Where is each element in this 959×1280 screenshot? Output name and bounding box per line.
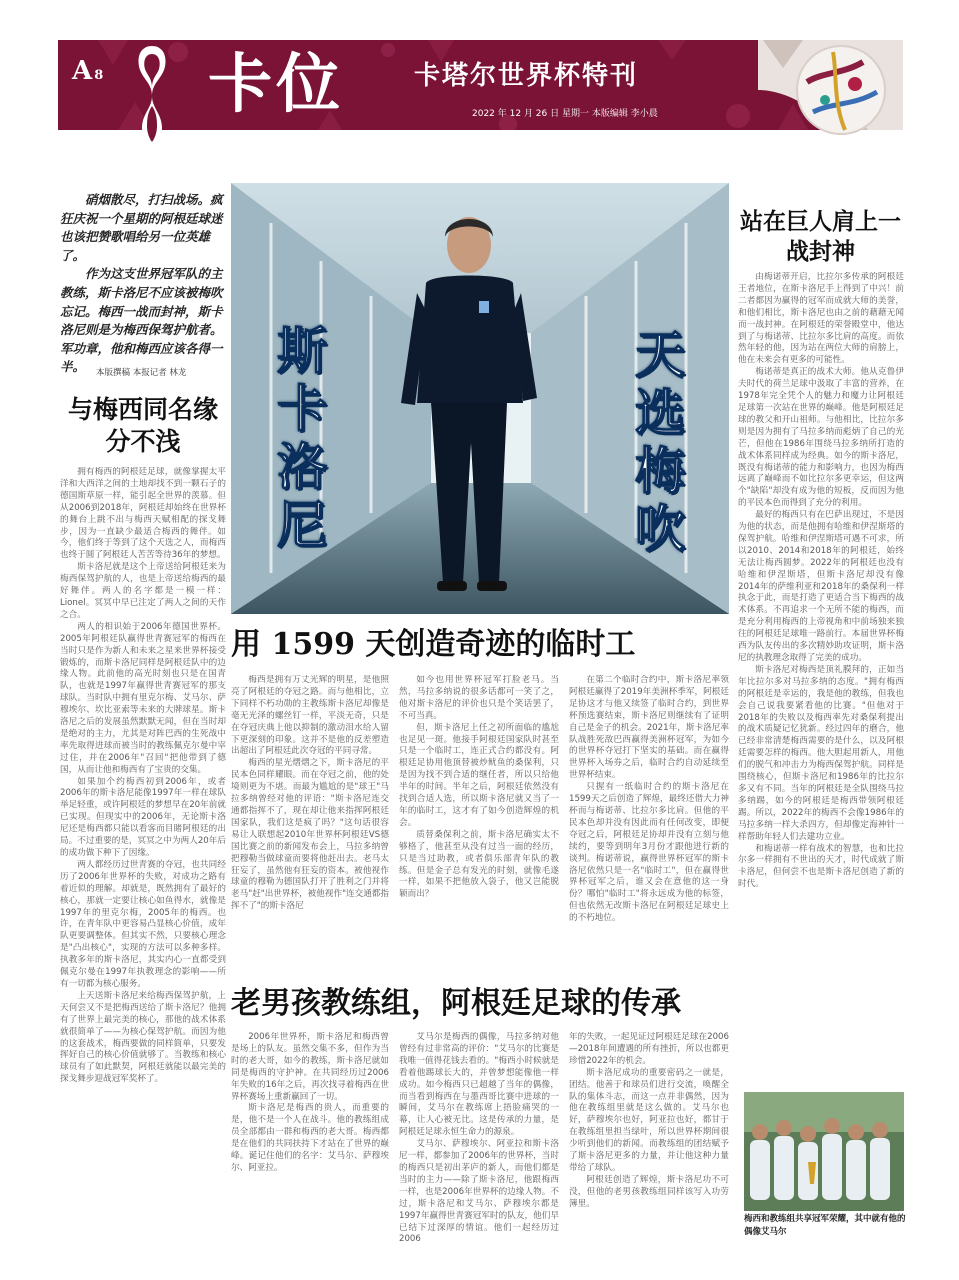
paragraph: 如今也用世界杯冠军打脸老马。当然，马拉多纳说的很多话都可一笑了之，他对斯卡洛尼的评价也只是个笑话罢了，不可当真。	[399, 675, 559, 721]
paragraph: 斯卡洛尼是梅西的贵人，而重要的是，他不是一个人在战斗。他的教练组成员全部都由一群和梅西的老大哥。梅西都是在他们的共同扶持下才站在了世界的巅峰。诞记住他们的名字：艾马尔、萨穆埃尔、阿亚拉。	[231, 1103, 389, 1173]
paragraph: 年的失败，一起见证过阿根廷足球在2006—2018年间遭遇的所有挫折，所以也都更珍惜2022年的机会。	[569, 1032, 729, 1066]
bottom-article-heading: 老男孩教练组，阿根廷足球的传承	[231, 986, 681, 1021]
paragraph: 和梅诺蒂一样有战术的智慧，也和比拉尔多一样拥有不世出的天才，时代成就了斯卡洛尼，但何尝不也是斯卡洛尼创造了新的时代。	[738, 843, 904, 890]
paragraph: 阿根廷创造了辉煌，斯卡洛尼功不可没，但他的老男孩教练组同样该写入功劳簿里。	[569, 1174, 729, 1209]
main-article-heading: 用 1599 天创造奇迹的临时工	[231, 627, 636, 662]
world-cup-emblem-icon	[130, 44, 174, 150]
paragraph: 两人都经历过世青赛的夺冠，也共同经历了2006年世界杯的失败，对成功之路有着近似的理解。却就是，既然拥有了最好的核心，那就一定要让核心如鱼得水，就像是1997年的里克尔梅，2005年的梅西。也许，在青年队中更容易凸显核心价值，成年队更要调整体。但其实不然，只要核心理念是"凸出核心"，实现的方法可以多种多样。执教多年的斯卡洛尼，其实内心一直都受到佩克尔曼在1997年执教理念的影响——所有一切都为核心服务。	[60, 859, 226, 989]
photo-title-left: 斯卡洛尼	[277, 321, 327, 554]
team-photo	[744, 1092, 904, 1211]
bottom-article-col3	[569, 1032, 729, 1244]
special-edition-title: 卡塔尔世界杯特刊	[414, 61, 639, 91]
paragraph: 梅西是拥有万丈光辉的明星，是他照亮了阿根廷的夺冠之路。而与他相比，立下同样不朽功勋的主教练斯卡洛尼却像是毫无光泽的螺丝钉一样，平淡无奇，只是在夺冠庆典上他以抑制的激动泪水给人留下更深刻的印象。这并不是他的反差塑造出超出了阿根廷此次夺冠的平同寻常。	[231, 675, 389, 757]
photo-title-right: 天选梅吹	[635, 325, 685, 558]
photo-caption: 梅西和教练组共享冠军荣耀，其中就有他的偶像艾马尔	[744, 1214, 906, 1237]
paragraph: 由梅诺蒂开启，比拉尔多传承的阿根廷王者地位，在斯卡洛尼手上得到了中兴！前二者都因为赢得的冠军而成就大师的美誉，和他们相比，斯卡洛尼也由之前的藉藉无闻而一战封神。在阿根廷的荣誉殿堂中，他达到了与梅诺蒂、比拉尔多比肩的高度。而依然年轻的他，因为站在两位大师的肩膀上，他在未来会有更多的可能性。	[738, 272, 904, 366]
football-icon	[793, 42, 889, 138]
intro-paragraph: 硝烟散尽，打扫战场。疯狂庆祝一个星期的阿根廷球迷也该把赞歌唱给另一位英雄了。	[60, 192, 223, 263]
main-article-col3	[569, 675, 729, 975]
fifa-logo-line2: Qatar 2022	[124, 168, 164, 176]
main-article-col1	[231, 675, 389, 975]
paragraph: 在第二个临时合约中，斯卡洛尼率领阿根廷赢得了2019年美洲杯季军，阿根廷足协这才与他又续签了临时合约，到世界杯预选赛结束，斯卡洛尼则继续有了证明自己是金子的机会。2021年，斯卡洛尼率队战胜死敌巴西赢得美洲杯冠军，为如今的世界杯夺冠打下坚实的基础。而在赢得世界杯入场券之后，临时合约自动延续至世界杯结束。	[569, 675, 729, 781]
paragraph: 最好的梅西只有在巴萨出现过，不是因为他的状态，而是他拥有哈维和伊涅斯塔的保驾护航。哈维和伊涅斯塔可遇不可求，所以2010、2014和2018年的阿根廷，始终无法让梅西圆梦。2022年的阿根廷也没有哈维和伊涅斯塔，但斯卡洛尼却没有像2014年的萨维利亚和2018年的桑保利一样执念于此，而是打造了更适合当下梅西的战术体系。不再追求一个无所不能的梅西，而是充分利用梅西的上帝视角和中前场独来独往的阿根廷足球唯一路前行。本届世界杯梅西为队友传出的多次精妙助攻证明，斯卡洛尼的执教理念取得了完美的成功。	[738, 510, 904, 663]
paragraph: 只握有一纸临时合约的斯卡洛尼在1599天之后创造了辉煌，最终还借大力神杯而与梅诺蒂、比拉尔多比肩。但他的平民本色却并没有因此而有任何改变，即便夺冠之后，阿根廷足协却并没有立刻与他续约，要等到明年3月份才跟他进行新的谈判。梅诺蒂说，赢得世界杯冠军的斯卡洛尼依然只是一名"临时工"，但在赢得世界杯冠军之后，谁又会在意他的这一身份？哪怕"临时工"将永远成为他的标签，但也依然无改斯卡洛尼在阿根廷足球史上的不朽地位。	[569, 782, 729, 924]
paragraph: 斯卡洛尼对梅西是顶礼膜拜的，正如当年比拉尔多对马拉多纳的态度。"拥有梅西的阿根廷是幸运的，我是他的教练，但我也会自己说我要紧看他的比赛。"但他对于2018年的失败以及梅西率先对桑保利提出的战术质疑记忆犹新。经过四年的磨合，他已经非常清楚梅西需要的是什么，以及阿根廷需要怎样的梅西。他大胆起用新人，用他们的脱气和冲击力为梅西保驾护航。同样是围绕核心，但斯卡洛尼和1986年的比拉尔多又有不同。当年的阿根廷是全队围绕马拉多纳踢，如今的阿根廷是梅西带领阿根廷踢。所以，2022年的梅西不会像1986年的马拉多纳一样大杀四方，但却像定海神针一样帮助年轻人们去建功立业。	[738, 664, 904, 842]
paragraph: 艾马尔是梅西的偶像，马拉多纳对他曾经有过非常高的评价："艾马尔的比赛是我唯一值得花钱去看的。"梅西小时候就是看着他踢球长大的，并曾梦想能像他一样成功。如今梅西只已超越了当年的偶像，而当看到梅西在与墨西哥比赛中进球的一瞬间，艾马尔在教练席上捂脸痛哭的一幕，让人心被无比。这是传承的力量，是阿根廷足球永恒生命力的源泉。	[399, 1032, 559, 1138]
right-article-heading: 站在巨人肩上一战封神	[740, 208, 901, 265]
paragraph: 上天送斯卡洛尼来给梅西保驾护航，上天何尝又不是把梅西送给了斯卡洛尼？他拥有了世界上最完美的核心，那他的战术体系就很简单了——为核心保驾护航。而因为他的这套战术，梅西要做的同样简单，只要发挥好自己的核心价值就够了。当教练和核心球员有了如此默契，阿根廷就能以最完美的探戈舞步迎战冠军奖杯了。	[60, 990, 226, 1085]
paragraph: 拥有梅西的阿根廷足球，就像掌握太平洋和大西洋之间的土地却找不到一颗石子的德国斯草原一样，能引起全世界的羡慕。但从2006到2018年，阿根廷却始终在世界杯的舞台上跳不出与梅西天赋相配的探戈舞步，因为一直缺少最适合梅西的舞伴。如今，他们终于等到了这个天选之人，而梅西也终于圆了阿根廷人苦苦等待36年的梦想。	[60, 467, 226, 561]
left-article-heading: 与梅西同名缘分不浅	[67, 395, 218, 456]
paragraph: 斯卡洛尼成功的重要密码之一就是，团结。他善于和球员们进行交流，唤醒全队的集体斗志，而这一点并非偶然，因为他在教练组里就是这么做的。艾马尔也好，萨穆埃尔也好，阿亚拉也好，都甘于在教练组里担当绿叶，所以世界杯期间很少听到他们的新闻。而教练组的团结赋予了斯卡洛尼更多的力量，并让他这种力量带给了球队。	[569, 1067, 729, 1173]
paragraph: 两人的相识始于2006年德国世界杯。2005年阿根廷队赢得世青赛冠军的梅西在当时只是作为新人和未来之星来世界杯接受锻炼的，而斯卡洛尼同样是阿根廷队中的边缘人物。此前他的高光时刻也只是在国青队，也就是1997年赢得世青赛冠军的那支球队。当时队中拥有里克尔梅、艾马尔、萨穆埃尔、坎比亚索等未来的大牌球星。斯卡洛尼之后的发展虽然默默无闻，但在当时却是绝对的主力，尤其是对阵巴西的生死战中率先取得进球而被当时的教练佩克尔曼中宰过住，并在2006年"召回"把他带到了德国，从而让他和梅西有了宝贵的交集。	[60, 621, 226, 775]
main-article-col2	[399, 675, 559, 975]
page-letter: A	[72, 56, 93, 86]
paragraph: 如果加个约梅西初到2006年，或者2006年的斯卡洛尼能像1997年一样在球队举足轻重，或许阿根廷的梦想早在20年前就已实现。但现实中的2006年，无论斯卡洛尼还是梅西都只能以看客而目睹阿根廷的出局。不过重要的是，冥冥之中为两人20年后的成功做下种下了因缘。	[60, 776, 226, 858]
page-digit: 8	[94, 68, 104, 83]
left-article-body	[60, 467, 226, 1245]
page-number	[72, 56, 128, 84]
dateline: 2022 年 12 月 26 日 星期一 本版编辑 李小晨	[472, 109, 658, 119]
section-title: 卡位	[208, 47, 344, 122]
byline: 本版撰稿 本报记者 林龙	[96, 368, 187, 378]
fifa-logo-line1: FIFA WORLD CUP	[124, 150, 173, 167]
intro-paragraph: 作为这支世界冠军队的主教练，斯卡洛尼不应该被梅吹忘记。梅西一战而封神，斯卡洛尼则是为梅西保驾护航者。军功章，他和梅西应该各得一半。	[60, 266, 223, 375]
paragraph: 斯卡洛尼就是这个上帝送给阿根廷来为梅西保驾护航的人，也是上帝送给梅西的最好舞伴。两人的名字都是一模一样：Lionel。冥冥中早已注定了两人之间的天作之合。	[60, 562, 226, 620]
team-celebration-image	[744, 1092, 904, 1211]
paragraph: 梅诺蒂是真正的战术大师。他从克鲁伊夫时代的荷兰足球中汲取了丰富的营养，在1978年完全凭个人的魅力和魔力让阿根廷足球第一次站在世界的巅峰。他是阿根廷足球的教父和开山祖师。与他相比，比拉尔多则是因为拥有了马拉多纳而彪炳了自己的光芒，但他在1986年围绕马拉多纳所打造的战术体系同样成为经典。如今的斯卡洛尼，既没有梅诺蒂的能力和影响力，也因为梅西远离了巅峰而不如比拉尔多更幸运，但这两个"缺陷"却没有成为他的短板，反而因为他的平民本色而得到了充分的利用。	[738, 367, 904, 509]
paragraph: 质替桑保利之前，斯卡洛尼确实太不够格了，他甚至从没有过当一面的经历，只是当过助教，或者俱乐部青年队的教练。但是金子总有发光的时刻，就像毛遂一样，如果不把他放入袋子，他又岂能脱颖而出？	[399, 829, 559, 900]
paragraph: 艾马尔、萨穆埃尔、阿亚拉和斯卡洛尼一样，都参加了2006年的世界杯，当时的梅西只是初出茅庐的新人，而他们都是当时的主力——除了斯卡洛尼，他跟梅西一样，也是2006年世界杯的边缘人物。不过，斯卡洛尼和艾马尔、萨穆埃尔都是1997年赢得世青赛冠军时的队友，他们早已结下过深厚的情谊。他们一起经历过2006	[399, 1139, 559, 1244]
right-article-body	[738, 272, 904, 1084]
fifa-logo-text	[124, 150, 190, 174]
bottom-article-col1	[231, 1032, 389, 1244]
paragraph: 但，斯卡洛尼上任之初所面临的尴尬也足见一斑。他接手阿根廷国家队时甚至只是一个临时工，连正式合约都没有。阿根廷足协用他顶替被炒鱿鱼的桑保利，只是因为找不到合适的继任者，所以只给他半年的时间。半年之后，阿根廷依然没有找到合适人选，所以斯卡洛尼就又当了一年的临时工，这才有了如今创造辉煌的机会。	[399, 722, 559, 828]
paragraph: 2006年世界杯，斯卡洛尼和梅西曾是场上的队友。虽然交集不多，但作为当时的老大哥，如今的教练，斯卡洛尼就如同是梅西的守护神。在共同经历过2006年失败的16年之后，再次找寻着梅西在世界杯赛场上重新赢回了一切。	[231, 1032, 389, 1102]
paragraph: 梅西的星光熠熠之下，斯卡洛尼的平民本色同样耀眼。而在夺冠之前，他的处境则更为不堪。而最为尴尬的是"球王"马拉多纳曾经对他的评语："斯卡洛尼连交通都指挥不了，现在却让他来指挥阿根廷国家队，我们这是疯了吗？"这句话很容易让人联想起2010年世界杯阿根廷VS德国比赛之前的新闻发布会上，马拉多纳曾把穆勒当做球童而要将他赶出去。老马太狂妄了，虽然他有狂妄的资本。被他视作球童的穆勒为德国队打开了胜利之门并将老马"赶"出世界杯，被他视作"连交通都指挥不了"的斯卡洛尼	[231, 758, 389, 912]
bottom-article-col2	[399, 1032, 559, 1244]
